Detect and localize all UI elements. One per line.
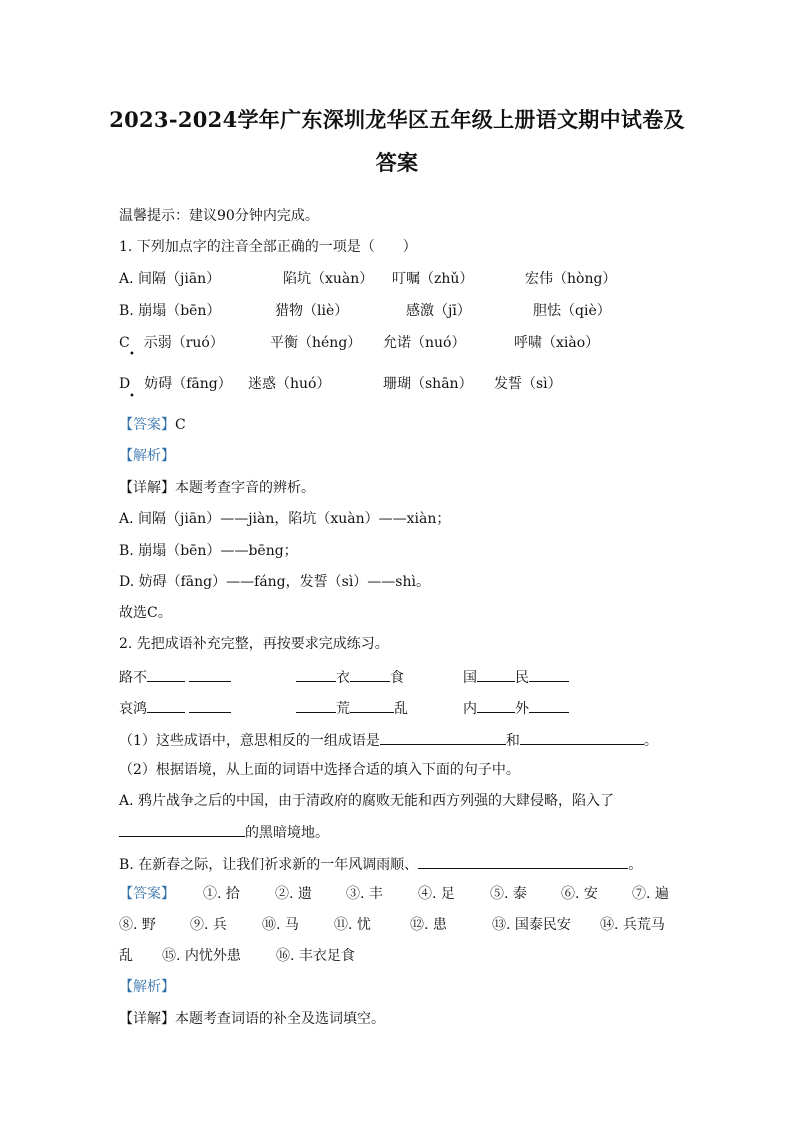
q2-stem: 2. 先把成语补充完整，再按要求完成练习。 bbox=[119, 636, 389, 652]
answer-item: ①. 拾 bbox=[203, 886, 240, 902]
answer-item: ⑧. 野 bbox=[119, 917, 156, 933]
answer-tag: 【答案】 bbox=[119, 417, 175, 433]
answer-item: ③. 丰 bbox=[346, 886, 383, 902]
answer-item: ②. 遗 bbox=[275, 886, 312, 902]
answer-item: ⑬. 国泰民安 bbox=[492, 917, 571, 933]
q1-option-b-2: 猎物（liè） bbox=[275, 303, 349, 319]
q1-expl-b: B. 崩塌（bēn）——bēng； bbox=[119, 543, 298, 559]
answer-item: ⑨. 兵 bbox=[190, 917, 227, 933]
answer-item: ④. 足 bbox=[418, 886, 455, 902]
q2-sentence-a: A. 鸦片战争之后的中国，由于清政府的腐败无能和西方列强的大肆侵略，陷入了 bbox=[119, 793, 615, 809]
q1-option-d-4: 发誓（sì） bbox=[494, 376, 562, 392]
q1-option-c-4: 呼啸（xiào） bbox=[514, 335, 600, 351]
answer-item: ⑦. 遍 bbox=[632, 886, 669, 902]
q1-option-b-4: 胆怯（qiè） bbox=[533, 303, 611, 319]
q2-sub1: （1）这些成语中，意思相反的一组成语是 和 。 bbox=[119, 730, 658, 750]
q1-conclusion: 故选C。 bbox=[119, 605, 172, 621]
idiom-4: 哀鸿 bbox=[119, 698, 231, 718]
idiom-3: 国 民 bbox=[463, 667, 569, 687]
document-title-line2: 答案 bbox=[375, 150, 419, 175]
q1-expl-d: D. 妨碍（fāng）——fáng，发誓（sì）——shì。 bbox=[119, 574, 430, 590]
q1-answer bbox=[119, 416, 186, 434]
q1-detail: 【详解】本题考查字音的辨析。 bbox=[119, 480, 315, 496]
q2-answer-tag: 【答案】 bbox=[119, 886, 175, 902]
q1-option-d-3: 珊瑚（shān） bbox=[383, 376, 473, 392]
emphasis-dot: • bbox=[129, 391, 135, 402]
q1-option-a-2: 陷坑（xuàn） bbox=[283, 271, 374, 287]
q2-sentence-a-cont: 的黑暗境地。 bbox=[119, 822, 329, 842]
q1-option-d-2: 迷惑（huó） bbox=[248, 376, 331, 392]
idiom-1: 路不 bbox=[119, 667, 231, 687]
answer-item: ⑮. 内忧外患 bbox=[162, 948, 241, 964]
q2-analysis-tag: 【解析】 bbox=[119, 979, 175, 995]
emphasis-dot: • bbox=[129, 349, 135, 360]
q1-option-a-1: A. 间隔（jiān） bbox=[119, 271, 221, 287]
answer-item: ⑯. 丰衣足食 bbox=[276, 948, 355, 964]
q1-option-a-4: 宏伟（hòng） bbox=[525, 271, 617, 287]
q2-sentence-b: B. 在新春之际，让我们祈求新的一年风调雨顺、 。 bbox=[119, 854, 642, 874]
q2-sub2: （2）根据语境，从上面的词语中选择合适的填入下面的句子中。 bbox=[119, 762, 520, 778]
q2-detail: 【详解】本题考查词语的补全及选词填空。 bbox=[119, 1011, 385, 1027]
q1-answer-value: C bbox=[175, 417, 186, 433]
answer-item: ⑪. 忧 bbox=[334, 917, 371, 933]
q1-analysis-tag: 【解析】 bbox=[119, 448, 175, 464]
answer-item: ⑫. 患 bbox=[410, 917, 447, 933]
q1-option-d-1: D 妨碍（fāng） bbox=[119, 376, 232, 392]
idiom-6: 内 外 bbox=[463, 698, 569, 718]
q1-option-c-2: 平衡（héng） bbox=[270, 335, 362, 351]
document-title-line1: 2023-2024学年广东深圳龙华区五年级上册语文期中试卷及 bbox=[109, 107, 685, 132]
q1-option-b-3: 感激（jī） bbox=[406, 303, 471, 319]
answer-item: ⑭. 兵荒马 bbox=[600, 917, 665, 933]
q1-expl-a: A. 间隔（jiān）——jiàn，陷坑（xuàn）——xiàn； bbox=[119, 511, 451, 527]
q1-option-c-1: C 示弱（ruó） bbox=[119, 335, 224, 351]
q1-stem: 1. 下列加点字的注音全部正确的一项是（ ） bbox=[119, 239, 417, 255]
q1-option-c-3: 允诺（nuó） bbox=[383, 335, 466, 351]
answer-item: ⑥. 安 bbox=[561, 886, 598, 902]
q1-option-b-1: B. 崩塌（bēn） bbox=[119, 303, 221, 319]
q1-option-a-3: 叮嘱（zhǔ） bbox=[392, 271, 474, 287]
idiom-5: 荒 乱 bbox=[296, 698, 408, 718]
idiom-2: 衣 食 bbox=[296, 667, 404, 687]
answer-item: ⑩. 马 bbox=[262, 917, 299, 933]
tip-text: 温馨提示：建议90分钟内完成。 bbox=[119, 208, 319, 224]
answer-item: 乱 bbox=[119, 948, 133, 964]
answer-item: ⑤. 泰 bbox=[490, 886, 527, 902]
